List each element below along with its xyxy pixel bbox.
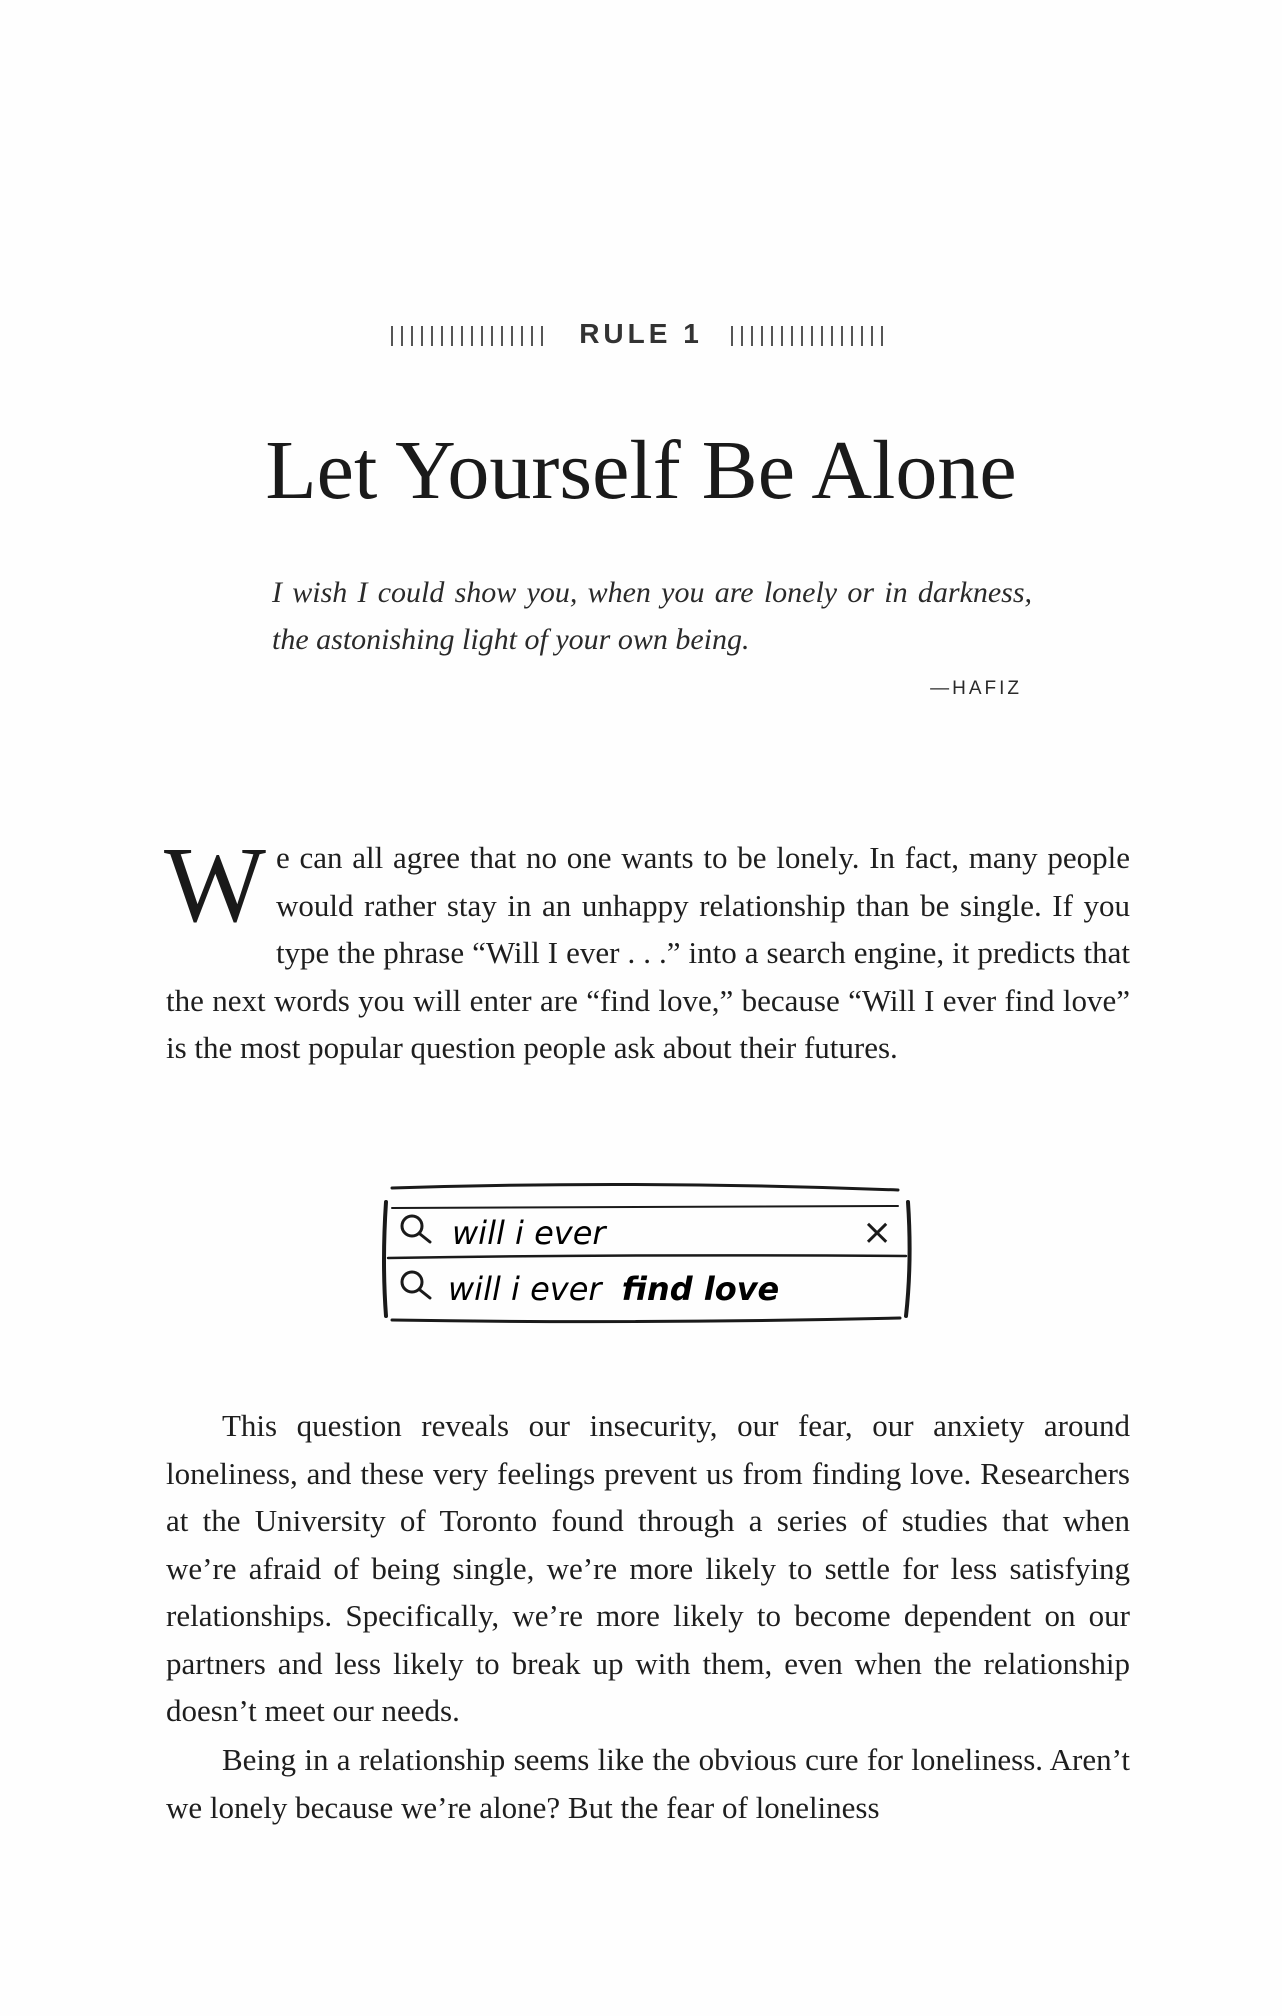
search-icon bbox=[402, 1216, 430, 1242]
epigraph-quote: I wish I could show you, when you are lonely or in darkness, the astonishing light of your own being. bbox=[272, 576, 1032, 656]
body-paragraph-2: This question reveals our insecurity, our fear, our anxiety around loneliness, and these very feelings prevent us from finding love. Researchers at the University of Toronto found through a series of studies that when we’re afraid of being single, we’re more likely to settle for less satisfying relationships. Specifically, we’re more likely to become dependent on our partners and less likely to break up with them, even when the relationship doesn’t meet our needs. bbox=[166, 1408, 1130, 1728]
drop-cap: W bbox=[164, 826, 266, 945]
body-paragraph-3: Being in a relationship seems like the obvious cure for loneliness. Aren’t we lonely because we’re alone? But the fear of loneliness bbox=[166, 1742, 1130, 1825]
decorative-ticks-left bbox=[391, 326, 551, 346]
search-query-text: will i ever bbox=[452, 1214, 606, 1252]
close-icon: × bbox=[862, 1212, 893, 1253]
rule-label: RULE 1 bbox=[579, 318, 703, 349]
chapter-title: Let Yourself Be Alone bbox=[265, 424, 1017, 517]
decorative-ticks-right bbox=[731, 326, 891, 346]
chapter-rule-header bbox=[0, 318, 1282, 350]
body-paragraph-1 bbox=[164, 826, 1130, 1072]
search-suggestion bbox=[448, 1270, 779, 1308]
search-autocomplete-illustration bbox=[378, 1182, 914, 1330]
paragraph-1-text: e can all agree that no one wants to be lonely. In fact, many people would rather stay in an unhappy relationship than be single. If you type the phrase “Will I ever . . .” into a search engine, it predicts that the next words you will enter are “find love,” because “Will I ever find love” is the most popular question people ask about their futures. bbox=[166, 840, 1130, 1065]
suggestion-prefix: will i ever bbox=[448, 1270, 602, 1308]
search-icon-suggestion bbox=[402, 1272, 430, 1298]
suggestion-highlight: find love bbox=[621, 1270, 780, 1308]
epigraph-author: —HAFIZ bbox=[930, 678, 1022, 699]
